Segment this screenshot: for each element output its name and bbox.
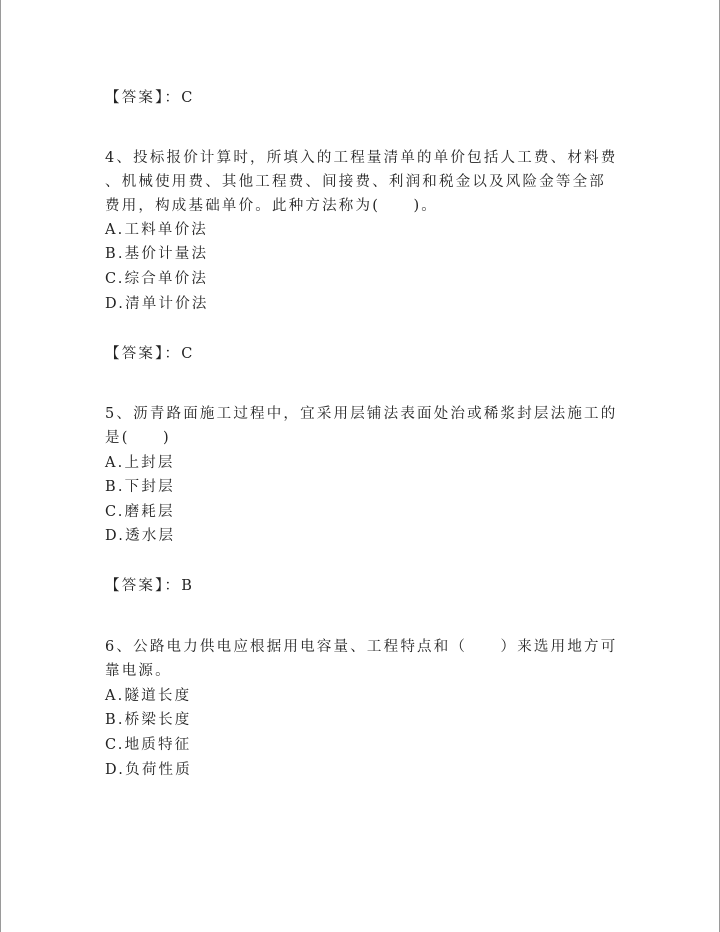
q6-stem-line-2: 靠电源。	[105, 663, 172, 679]
q6-option-c: C.地质特征	[105, 737, 192, 753]
answer-q3: 【答案】：C	[105, 90, 195, 106]
page-left-border	[0, 0, 1, 932]
q5-option-c: C.磨耗层	[105, 504, 175, 520]
q5-option-b: B.下封层	[105, 479, 175, 495]
q5-option-a: A.上封层	[105, 455, 175, 471]
q5-stem-line-1: 5、沥青路面施工过程中，宜采用层铺法表面处治或稀浆封层法施工的	[105, 406, 618, 422]
q6-option-b: B.桥梁长度	[105, 712, 192, 728]
q5-stem-line-2: 是( )	[105, 430, 171, 446]
q4-option-d: D.清单计价法	[105, 296, 209, 312]
q4-option-a: A.工料单价法	[105, 222, 208, 238]
q6-option-d: D.负荷性质	[105, 762, 192, 778]
q4-stem-line-2: 、机械使用费、其他工程费、间接费、利润和税金以及风险金等全部	[105, 174, 606, 190]
q4-option-b: B.基价计量法	[105, 246, 209, 262]
q4-option-c: C.综合单价法	[105, 271, 209, 287]
q4-stem-line-3: 费用，构成基础单价。此种方法称为( )。	[105, 198, 439, 214]
q5-option-d: D.透水层	[105, 528, 176, 544]
q6-option-a: A.隧道长度	[105, 688, 192, 704]
q4-stem-line-1: 4、投标报价计算时，所填入的工程量清单的单价包括人工费、材料费	[105, 150, 618, 166]
answer-q5: 【答案】：B	[105, 578, 195, 594]
q6-stem-line-1: 6、公路电力供电应根据用电容量、工程特点和（ ）来选用地方可	[105, 639, 618, 655]
answer-q4: 【答案】：C	[105, 346, 195, 362]
